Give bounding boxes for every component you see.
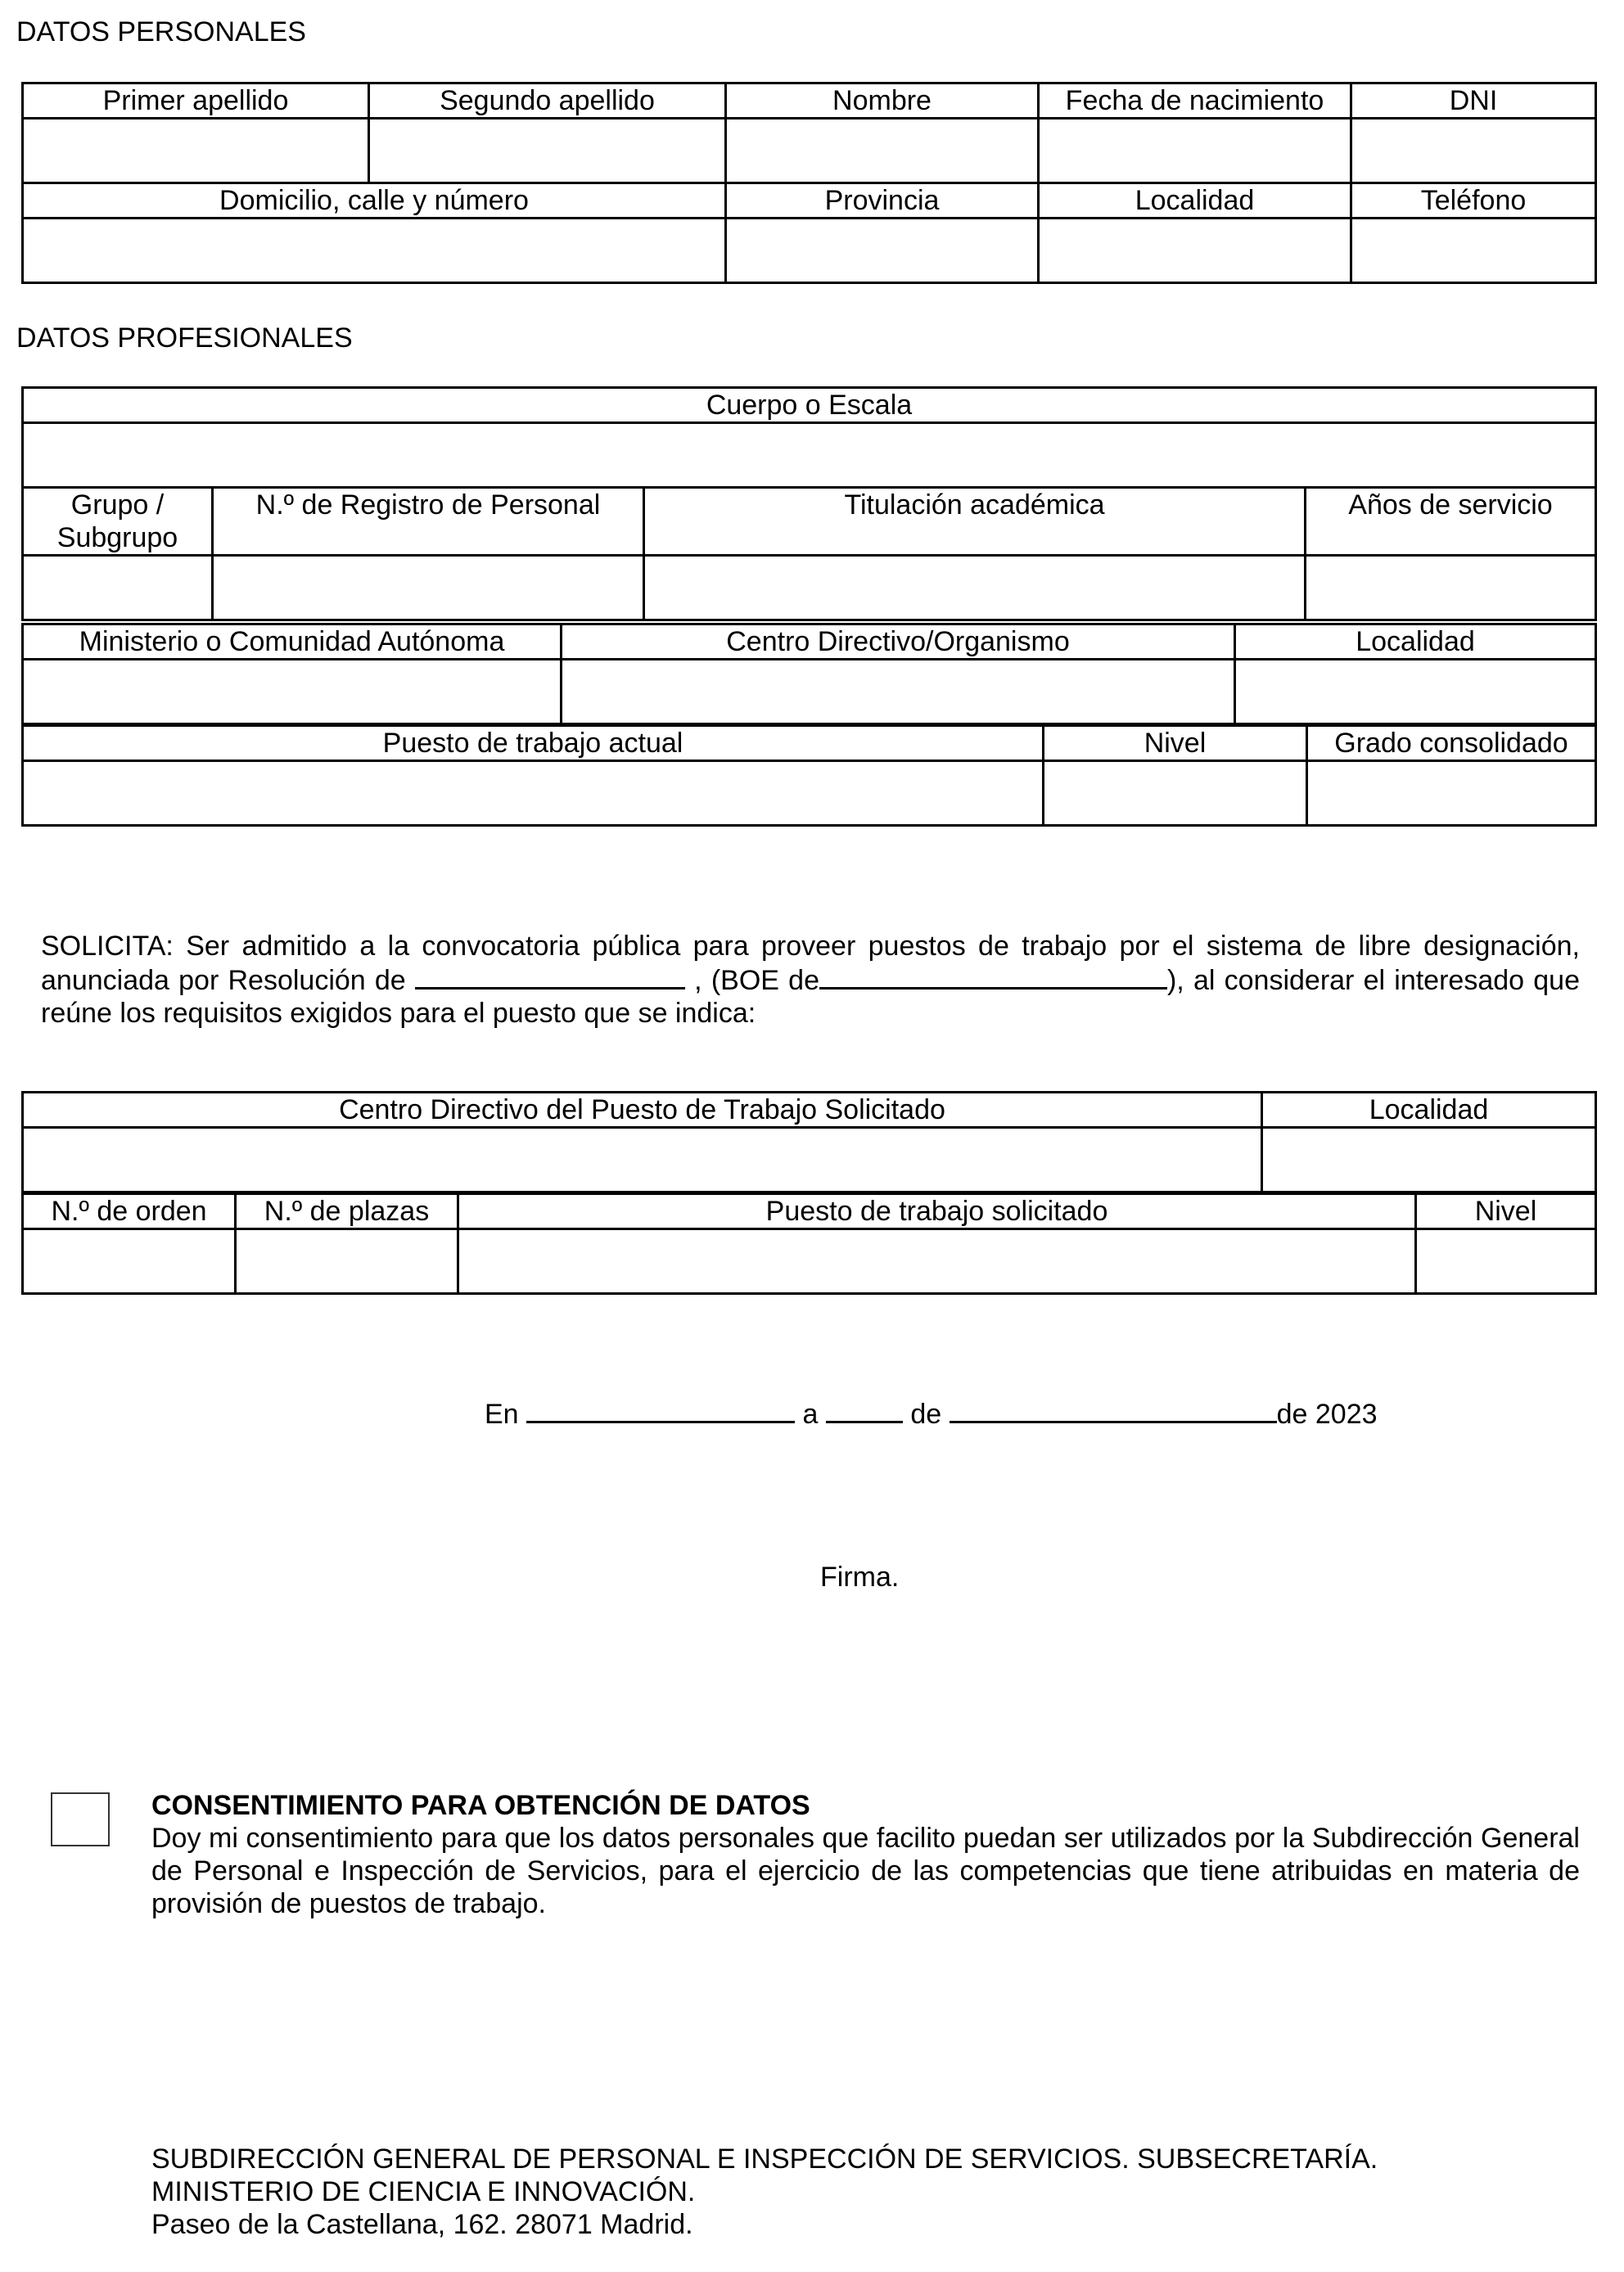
fecha-a-label: a bbox=[802, 1399, 819, 1430]
consentimiento-title: CONSENTIMIENTO PARA OBTENCIÓN DE DATOS bbox=[151, 1790, 810, 1821]
label-segundo-apellido: Segundo apellido bbox=[369, 83, 726, 119]
cell-provincia bbox=[726, 219, 1039, 283]
label-domicilio: Domicilio, calle y número bbox=[23, 183, 726, 219]
numero-plazas-input[interactable] bbox=[237, 1230, 457, 1292]
cell-anos-servicio bbox=[1306, 556, 1596, 620]
solicita-text-3: ), al considerar el interesado que reúne los requisitos exigidos para el puesto que se indica: bbox=[41, 965, 1580, 1029]
resolucion-blank[interactable] bbox=[415, 962, 685, 989]
label-centro-directivo: Centro Directivo/Organismo bbox=[562, 624, 1235, 660]
label-dni: DNI bbox=[1351, 83, 1596, 119]
lugar-blank[interactable] bbox=[526, 1396, 795, 1423]
firma-label: Firma. bbox=[820, 1562, 900, 1593]
label-localidad-profesional: Localidad bbox=[1235, 624, 1596, 660]
provincia-input[interactable] bbox=[727, 219, 1037, 282]
label-cuerpo-escala: Cuerpo o Escala bbox=[23, 388, 1596, 423]
domicilio-input[interactable] bbox=[24, 219, 724, 282]
table-puesto-solicitado-1 bbox=[21, 1091, 1597, 1193]
label-provincia: Provincia bbox=[726, 183, 1039, 219]
cell-numero-plazas bbox=[236, 1229, 458, 1294]
boe-blank[interactable] bbox=[819, 962, 1167, 989]
label-centro-directivo-solicitado: Centro Directivo del Puesto de Trabajo Solicitado bbox=[23, 1093, 1262, 1128]
cell-registro-personal bbox=[213, 556, 644, 620]
cell-nivel-actual bbox=[1044, 761, 1307, 826]
label-anos-servicio: Años de servicio bbox=[1306, 488, 1596, 556]
table-datos-profesionales-2 bbox=[21, 623, 1597, 725]
label-nombre: Nombre bbox=[726, 83, 1039, 119]
footer-line-2: MINISTERIO DE CIENCIA E INNOVACIÓN. bbox=[151, 2176, 696, 2207]
footer-line-1: SUBDIRECCIÓN GENERAL DE PERSONAL E INSPECCIÓN DE SERVICIOS. SUBSECRETARÍA. bbox=[151, 2144, 1378, 2175]
cell-numero-orden bbox=[23, 1229, 236, 1294]
cell-titulacion bbox=[644, 556, 1306, 620]
cell-ministerio bbox=[23, 660, 562, 724]
puesto-actual-input[interactable] bbox=[24, 762, 1042, 824]
cell-localidad-profesional bbox=[1235, 660, 1596, 724]
segundo-apellido-input[interactable] bbox=[370, 119, 724, 182]
fecha-year-label: de 2023 bbox=[1276, 1399, 1378, 1430]
label-localidad-solicitado: Localidad bbox=[1262, 1093, 1596, 1128]
cell-centro-directivo-solicitado bbox=[23, 1128, 1262, 1192]
consentimiento-text: Doy mi consentimiento para que los datos personales que facilito puedan ser utilizados por la Subdirección General de Personal e Inspección de Servicios, para el ejercicio de las competencias que tiene atribuidas en materia de provisión de puestos de trabajo. bbox=[151, 1823, 1580, 1919]
cell-centro-directivo bbox=[562, 660, 1235, 724]
nombre-input[interactable] bbox=[727, 119, 1037, 182]
footer-address bbox=[151, 2143, 1378, 2241]
label-puesto-solicitado: Puesto de trabajo solicitado bbox=[458, 1194, 1416, 1229]
cell-segundo-apellido bbox=[369, 119, 726, 183]
label-titulacion: Titulación académica bbox=[644, 488, 1306, 556]
label-grado-consolidado: Grado consolidado bbox=[1307, 726, 1596, 761]
cell-telefono bbox=[1351, 219, 1596, 283]
cell-grado-consolidado bbox=[1307, 761, 1596, 826]
label-localidad-personal: Localidad bbox=[1039, 183, 1351, 219]
cell-fecha-nacimiento bbox=[1039, 119, 1351, 183]
ministerio-input[interactable] bbox=[24, 660, 560, 723]
puesto-solicitado-input[interactable] bbox=[459, 1230, 1414, 1292]
table-datos-profesionales-3 bbox=[21, 724, 1597, 827]
label-nivel-solicitado: Nivel bbox=[1416, 1194, 1596, 1229]
label-fecha-nacimiento: Fecha de nacimiento bbox=[1039, 83, 1351, 119]
centro-directivo-solicitado-input[interactable] bbox=[24, 1129, 1261, 1191]
label-ministerio: Ministerio o Comunidad Autónoma bbox=[23, 624, 562, 660]
cuerpo-escala-input[interactable] bbox=[24, 424, 1595, 486]
registro-personal-input[interactable] bbox=[214, 557, 643, 619]
nivel-actual-input[interactable] bbox=[1044, 762, 1306, 824]
mes-blank[interactable] bbox=[950, 1396, 1277, 1423]
section-title-datos-personales: DATOS PERSONALES bbox=[16, 16, 306, 47]
cell-primer-apellido bbox=[23, 119, 369, 183]
footer-line-3: Paseo de la Castellana, 162. 28071 Madrid. bbox=[151, 2209, 693, 2240]
cell-localidad-personal bbox=[1039, 219, 1351, 283]
table-datos-profesionales-1 bbox=[21, 386, 1597, 621]
solicita-text-1: SOLICITA: Ser admitido a la convocatoria pública para proveer puestos de trabajo por el sistema de libre designación, anunciada por Resolución de bbox=[41, 931, 1580, 996]
nivel-solicitado-input[interactable] bbox=[1417, 1230, 1595, 1292]
telefono-input[interactable] bbox=[1352, 219, 1595, 282]
cell-puesto-solicitado bbox=[458, 1229, 1416, 1294]
solicita-text-2: , (BOE de bbox=[694, 965, 819, 996]
cell-dni bbox=[1351, 119, 1596, 183]
fecha-nacimiento-input[interactable] bbox=[1040, 119, 1350, 182]
label-numero-plazas: N.º de plazas bbox=[236, 1194, 458, 1229]
label-registro-personal: N.º de Registro de Personal bbox=[213, 488, 644, 556]
label-puesto-actual: Puesto de trabajo actual bbox=[23, 726, 1044, 761]
table-puesto-solicitado-2 bbox=[21, 1192, 1597, 1295]
cell-localidad-solicitado bbox=[1262, 1128, 1596, 1192]
cell-cuerpo-escala bbox=[23, 423, 1596, 488]
cell-puesto-actual bbox=[23, 761, 1044, 826]
fecha-line bbox=[485, 1396, 1378, 1431]
grado-consolidado-input[interactable] bbox=[1308, 762, 1595, 824]
grupo-subgrupo-input[interactable] bbox=[24, 557, 211, 619]
dia-blank[interactable] bbox=[826, 1396, 903, 1423]
label-primer-apellido: Primer apellido bbox=[23, 83, 369, 119]
consentimiento-checkbox[interactable] bbox=[51, 1792, 110, 1846]
centro-directivo-input[interactable] bbox=[562, 660, 1234, 723]
table-datos-personales bbox=[21, 82, 1597, 284]
fecha-de-label: de bbox=[910, 1399, 942, 1430]
fecha-en-label: En bbox=[485, 1399, 519, 1430]
localidad-profesional-input[interactable] bbox=[1236, 660, 1595, 723]
cell-domicilio bbox=[23, 219, 726, 283]
cell-grupo-subgrupo bbox=[23, 556, 213, 620]
section-title-datos-profesionales: DATOS PROFESIONALES bbox=[16, 322, 353, 354]
consentimiento-block bbox=[151, 1789, 1580, 1920]
primer-apellido-input[interactable] bbox=[24, 119, 368, 182]
localidad-solicitado-input[interactable] bbox=[1263, 1129, 1595, 1191]
label-telefono: Teléfono bbox=[1351, 183, 1596, 219]
numero-orden-input[interactable] bbox=[24, 1230, 234, 1292]
localidad-personal-input[interactable] bbox=[1040, 219, 1350, 282]
label-grupo-subgrupo: Grupo / Subgrupo bbox=[23, 488, 213, 556]
cell-nombre bbox=[726, 119, 1039, 183]
titulacion-input[interactable] bbox=[645, 557, 1304, 619]
solicita-paragraph bbox=[41, 930, 1580, 1030]
anos-servicio-input[interactable] bbox=[1306, 557, 1595, 619]
dni-input[interactable] bbox=[1352, 119, 1595, 182]
cell-nivel-solicitado bbox=[1416, 1229, 1596, 1294]
label-numero-orden: N.º de orden bbox=[23, 1194, 236, 1229]
label-nivel-actual: Nivel bbox=[1044, 726, 1307, 761]
